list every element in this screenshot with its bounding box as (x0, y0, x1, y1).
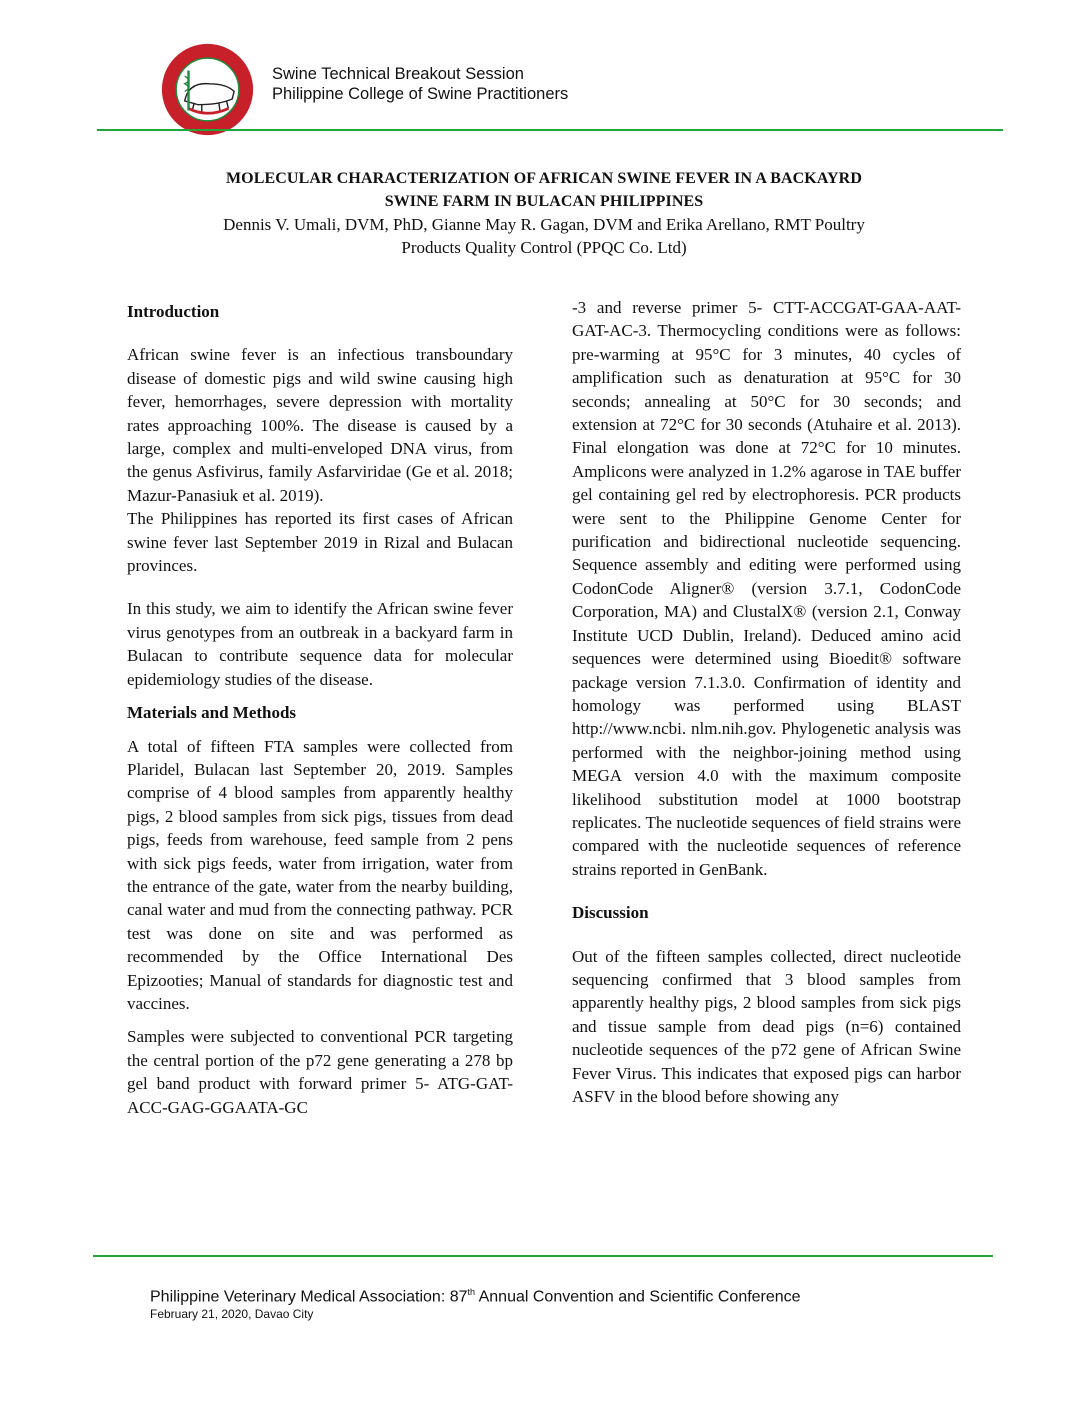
methods-paragraph-1: A total of fifteen FTA samples were collected from Plaridel, Bulacan last September 20, 2019. Samples comprise of 4 blood samples from apparently healthy pigs, 2 blood samples from sick pigs, tissues from dead pigs, feeds from warehouse, feed sample from 2 pens with sick pigs feeds, water from irrigation, water from the entrance of the gate, water from the nearby building, canal water and mud from the connecting pathway. PCR test was done on site and was performed as recommended by the Office International Des Epizooties; Manual of standards for diagnostic test and vaccines. (127, 736, 513, 1013)
left-column (127, 300, 513, 1119)
college-seal-logo (160, 42, 255, 137)
introduction-paragraph-2: The Philippines has reported its first cases of African swine fever last September 2019 in Rizal and Bulacan provinces. (127, 509, 513, 576)
conference-date-location: February 21, 2020, Davao City (150, 1307, 314, 1322)
authors-line-2: Products Quality Control (PPQC Co. Ltd) (401, 238, 687, 257)
conference-name-rest: Annual Convention and Scientific Conference (475, 1288, 801, 1306)
conference-name-text: Philippine Veterinary Medical Association: 87 (150, 1288, 468, 1306)
introduction-heading: Introduction (127, 302, 220, 321)
page-header (0, 0, 1088, 140)
methods-paragraph-3: -3 and reverse primer 5- CTT-ACCGAT-GAA-AAT-GAT-AC-3. Thermocycling conditions were as follows: pre-warming at 95°C for 3 minutes, 40 cycles of amplification such as denaturation at 95°C for 30 seconds; annealing at 50°C for 30 seconds; and extension at 72°C for 30 seconds (Atuhaire et al. 2013). Final elongation was done at 72°C for 10 minutes. Amplicons were analyzed in 1.2% agarose in TAE buffer gel containing gel red by electrophoresis. PCR products were sent to the Philippine Genome Center for purification and bidirectional nucleotide sequencing. Sequence assembly and editing were performed using CodonCode Aligner® (version 3.7.1, CodonCode Corporation, MA) and ClustalX® (version 2.1, Conway Institute UCD Dublin, Ireland). Deduced amino acid sequences were determined using Bioedit® software package version 7.1.3.0. Confirmation of identity and homology was performed using BLAST http://www.ncbi. nlm.nih.gov. Phylogenetic analysis was performed with the neighbor-joining method using MEGA version 4.0 with the maximum composite likelihood substitution model at 1000 bootstrap replicates. The nucleotide sequences of field strains were compared with the nucleotide sequences of reference strains reported in GenBank. (572, 298, 961, 879)
session-name: Swine Technical Breakout Session (272, 65, 524, 83)
page-footer (150, 1282, 801, 1321)
paper-title-line-2: SWINE FARM IN BULACAN PHILIPPINES (384, 193, 704, 210)
ordinal-suffix: th (467, 1287, 476, 1297)
conference-name (150, 1282, 801, 1307)
title-block (110, 167, 978, 259)
introduction-paragraph-1: African swine fever is an infectious transboundary disease of domestic pigs and wild swine causing high fever, hemorrhages, severe depression with mortality rates approaching 100%. The disease is caused by a large, complex and multi-enveloped DNA virus, from the genus Asfivirus, family Asfarviridae (Ge et al. 2018; Mazur-Panasiuk et al. 2019). (127, 345, 513, 505)
discussion-heading: Discussion (572, 903, 649, 923)
paper-title (110, 167, 978, 213)
author-affiliation (110, 213, 978, 259)
organization-name: Philippine College of Swine Practitioners (272, 85, 569, 103)
discussion-paragraph-1: Out of the fifteen samples collected, direct nucleotide sequencing confirmed that 3 blood samples from apparently healthy pigs, 2 blood samples from sick pigs and tissue sample from dead pigs (n=6) contained nucleotide sequences of the p72 gene of African Swine Fever Virus. This indicates that exposed pigs can harbor ASFV in the blood before showing any (572, 946, 961, 1106)
authors-line-1: Dennis V. Umali, DVM, PhD, Gianne May R. Gagan, DVM and Erika Arellano, RMT Poultry (223, 215, 865, 234)
organization-block (272, 64, 568, 104)
methods-paragraph-2: Samples were subjected to conventional PCR targeting the central portion of the p72 gene generating a 278 bp gel band product with forward primer 5- ATG-GAT-ACC-GAG-GGAATA-GC (127, 1027, 513, 1117)
footer-divider (93, 1255, 993, 1257)
methods-heading: Materials and Methods (127, 703, 297, 723)
introduction-paragraph-3: In this study, we aim to identify the African swine fever virus genotypes from an outbreak in a backyard farm in Bulacan to contribute sequence data for molecular epidemiology studies of the disease. (127, 599, 513, 689)
right-column (572, 296, 961, 1108)
paper-title-line-1: MOLECULAR CHARACTERIZATION OF AFRICAN SWINE FEVER IN A BACKAYRD (225, 170, 862, 187)
header-divider (97, 129, 1003, 131)
